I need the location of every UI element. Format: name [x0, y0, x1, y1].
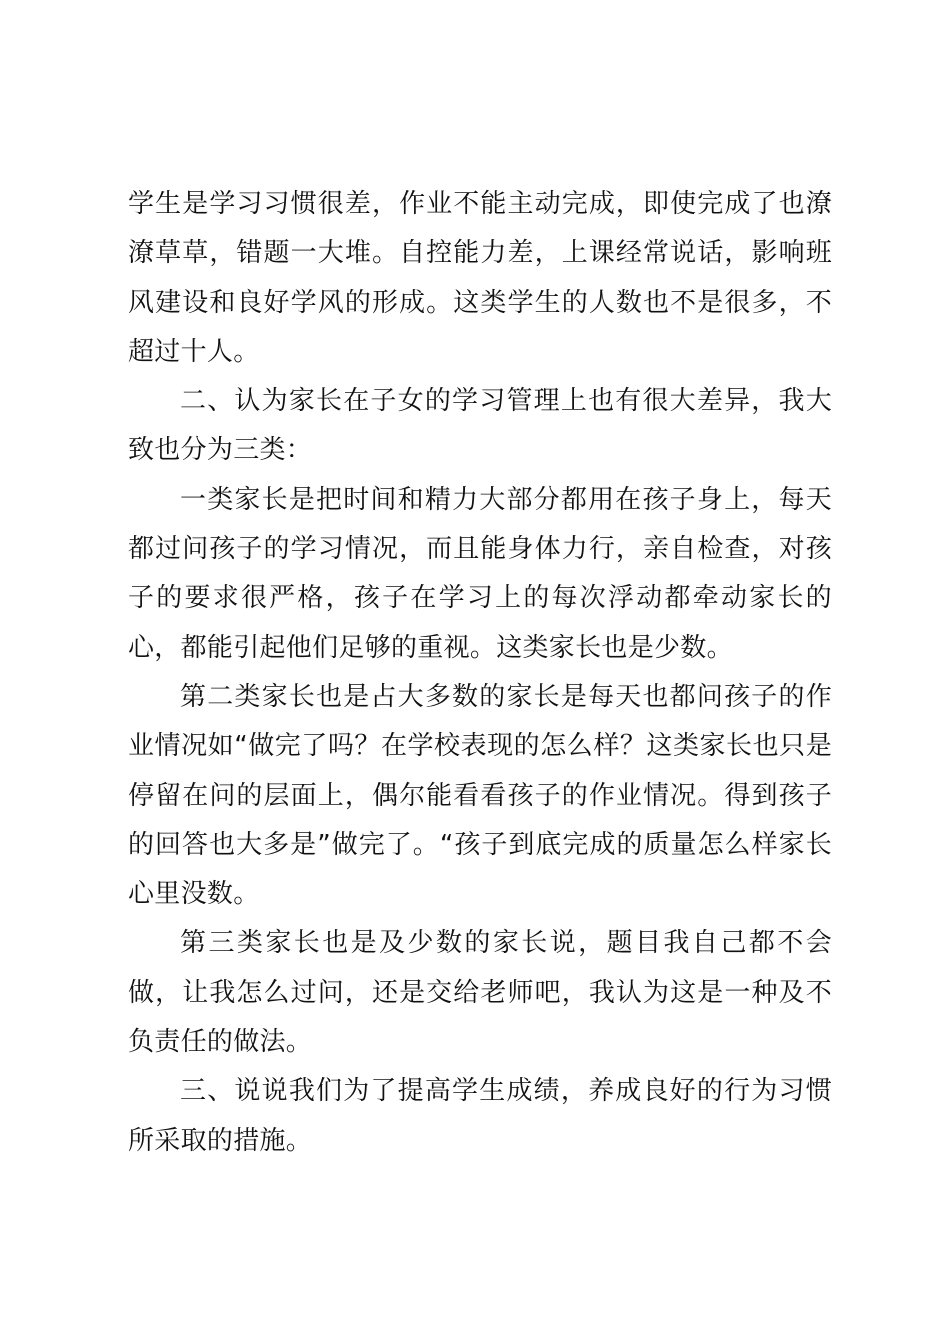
- paragraph-parent-type-one: 一类家长是把时间和精力大部分都用在孩子身上，每天都过问孩子的学习情况，而且能身体力行，亲自检查，对孩子的要求很严格，孩子在学习上的每次浮动都牵动家长的心，都能引起他们足够的重视。这类家长也是少数。: [128, 484, 832, 663]
- document-body: [128, 180, 832, 1166]
- paragraph-section-three-heading: 三、说说我们为了提高学生成绩，养成良好的行为习惯所采取的措施。: [128, 1076, 832, 1156]
- paragraph-parent-type-two: 第二类家长也是占大多数的家长是每天也都问孩子的作业情况如“做完了吗？在学校表现的怎么样？这类家长也只是停留在问的层面上，偶尔能看看孩子的作业情况。得到孩子的回答也大多是”做完了。“孩子到底完成的质量怎么样家长心里没数。: [128, 681, 832, 910]
- paragraph-parent-type-three: 第三类家长也是及少数的家长说，题目我自己都不会做，让我怎么过问，还是交给老师吧，我认为这是一种及不负责任的做法。: [128, 928, 832, 1058]
- paragraph-section-two-heading: 二、认为家长在子女的学习管理上也有很大差异，我大致也分为三类：: [128, 386, 832, 466]
- paragraph-student-habits: 学生是学习习惯很差，作业不能主动完成，即使完成了也潦潦草草，错题一大堆。自控能力差，上课经常说话，影响班风建设和良好学风的形成。这类学生的人数也不是很多，不超过十人。: [128, 189, 832, 367]
